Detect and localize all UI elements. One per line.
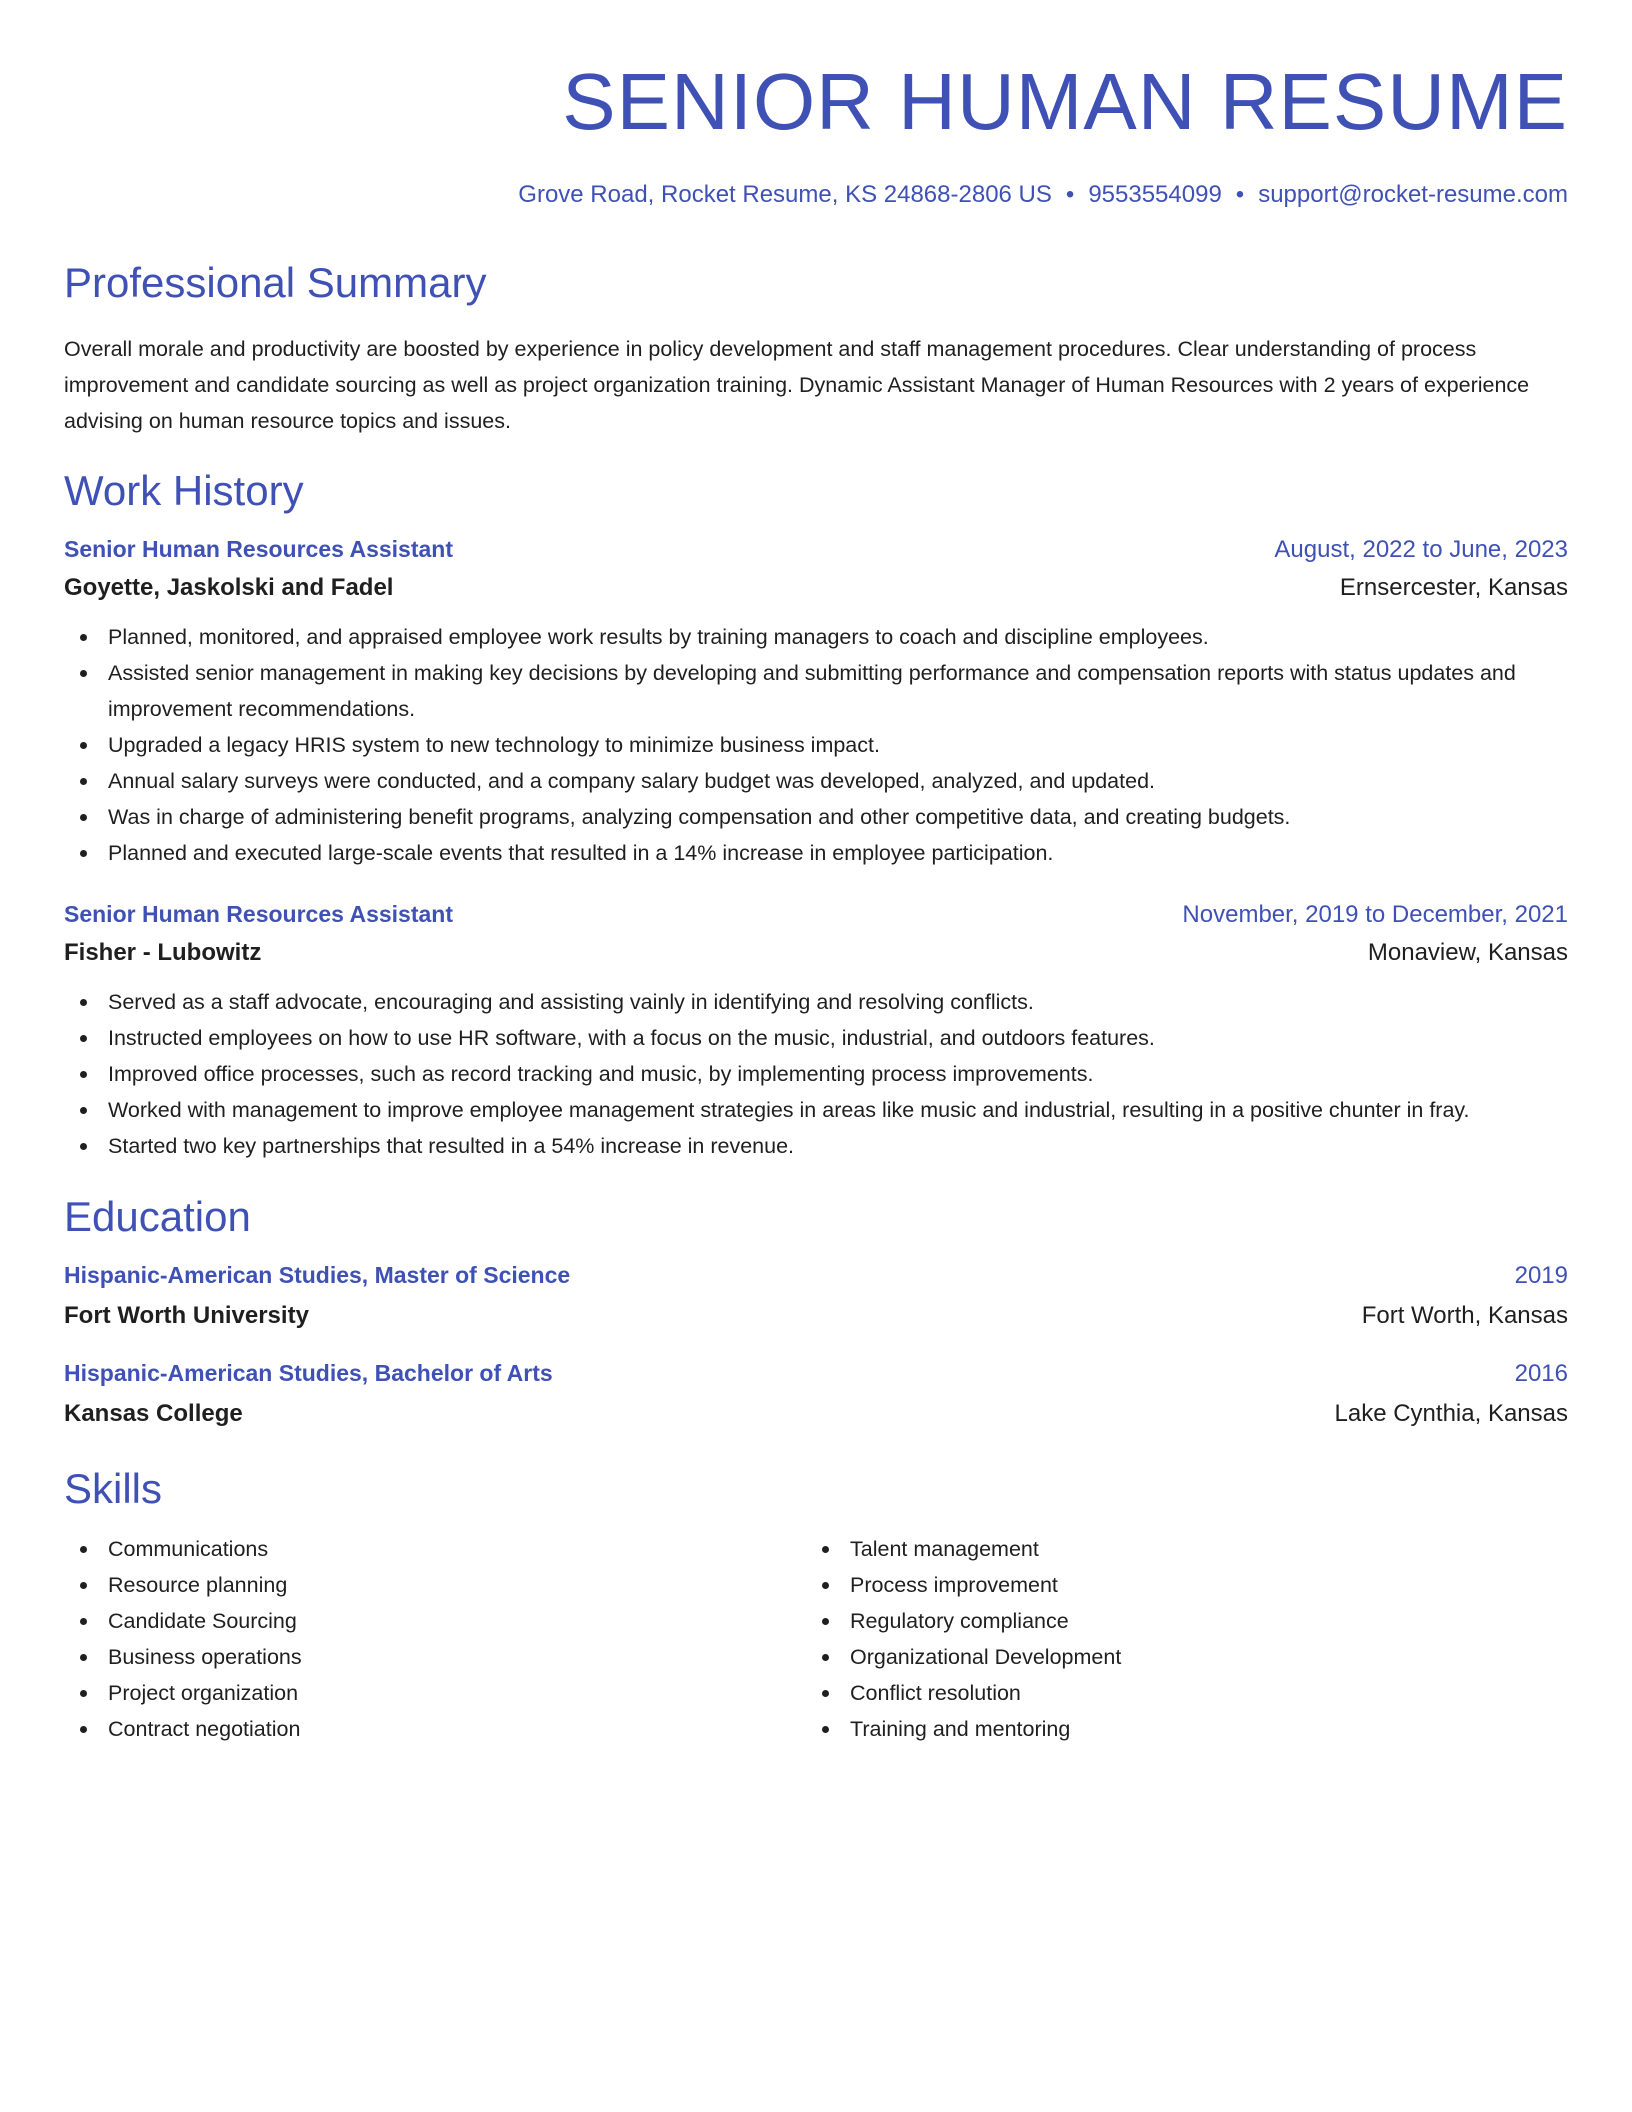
work-history-section bbox=[64, 467, 1568, 1164]
skill-item: Conflict resolution bbox=[806, 1675, 1548, 1711]
section-title-summary: Professional Summary bbox=[64, 259, 487, 306]
skill-item: Process improvement bbox=[806, 1567, 1548, 1603]
skill-item: Organizational Development bbox=[806, 1639, 1548, 1675]
job-title: Senior Human Resources Assistant bbox=[64, 536, 453, 562]
skill-item: Training and mentoring bbox=[806, 1711, 1548, 1747]
education-entry bbox=[64, 1360, 1568, 1428]
education-location: Fort Worth, Kansas bbox=[1361, 1302, 1568, 1329]
job-bullet: Annual salary surveys were conducted, and a company salary budget was developed, analyzed, and updated. bbox=[64, 763, 1568, 799]
education-year: 2016 bbox=[1514, 1360, 1568, 1387]
job-title: Senior Human Resources Assistant bbox=[64, 901, 453, 927]
education-degree: Hispanic-American Studies, Bachelor of Arts bbox=[64, 1360, 553, 1386]
education-school: Fort Worth University bbox=[64, 1302, 309, 1329]
education-entry bbox=[64, 1262, 1568, 1330]
skills-section bbox=[64, 1465, 1568, 1747]
job-bullet: Improved office processes, such as record tracking and music, by implementing process improvements. bbox=[64, 1056, 1568, 1092]
job-bullet: Worked with management to improve employee management strategies in areas like music and industrial, resulting in a positive chunter in fray. bbox=[64, 1092, 1568, 1128]
job-bullets bbox=[64, 619, 1568, 871]
section-title-work-history: Work History bbox=[64, 467, 304, 514]
skill-item: Contract negotiation bbox=[64, 1711, 806, 1747]
job-location: Monaview, Kansas bbox=[1367, 939, 1568, 966]
contact-line bbox=[64, 181, 1568, 209]
section-title-education: Education bbox=[64, 1193, 251, 1240]
job-entry bbox=[64, 536, 1568, 871]
skill-item: Regulatory compliance bbox=[806, 1603, 1548, 1639]
skills-list-left bbox=[64, 1531, 806, 1747]
skill-item: Communications bbox=[64, 1531, 806, 1567]
summary-text: Overall morale and productivity are boosted by experience in policy development and staff management procedures. Clear understanding of process improvement and candidate sourcing as well as project organization training. Dynamic Assistant Manager of Human Resources with 2 years of experience advising on human resource topics and issues. bbox=[64, 337, 1530, 433]
job-bullet: Assisted senior management in making key decisions by developing and submitting performance and compensation reports with status updates and improvement recommendations. bbox=[64, 655, 1568, 727]
job-bullet: Planned and executed large-scale events that resulted in a 14% increase in employee participation. bbox=[64, 835, 1568, 871]
contact-email: support@rocket-resume.com bbox=[1258, 181, 1568, 208]
job-entry bbox=[64, 901, 1568, 1164]
contact-phone: 9553554099 bbox=[1088, 181, 1222, 208]
skill-item: Project organization bbox=[64, 1675, 806, 1711]
job-company: Goyette, Jaskolski and Fadel bbox=[64, 574, 394, 601]
skill-item: Talent management bbox=[806, 1531, 1548, 1567]
skill-item: Business operations bbox=[64, 1639, 806, 1675]
job-bullet: Served as a staff advocate, encouraging and assisting vainly in identifying and resolving conflicts. bbox=[64, 984, 1568, 1020]
resume-header bbox=[64, 57, 1568, 209]
contact-address: Grove Road, Rocket Resume, KS 24868-2806 US bbox=[518, 181, 1052, 208]
job-bullet: Was in charge of administering benefit programs, analyzing compensation and other competitive data, and creating budgets. bbox=[64, 799, 1568, 835]
contact-separator: • bbox=[1065, 181, 1075, 208]
section-title-skills: Skills bbox=[64, 1465, 163, 1512]
job-bullet: Upgraded a legacy HRIS system to new technology to minimize business impact. bbox=[64, 727, 1568, 763]
job-dates: November, 2019 to December, 2021 bbox=[1182, 901, 1568, 928]
education-degree: Hispanic-American Studies, Master of Science bbox=[64, 1262, 571, 1288]
education-section bbox=[64, 1193, 1568, 1428]
education-school: Kansas College bbox=[64, 1400, 243, 1427]
job-bullets bbox=[64, 984, 1568, 1164]
skills-list-right bbox=[806, 1531, 1548, 1747]
education-year: 2019 bbox=[1514, 1262, 1568, 1289]
job-location: Ernsercester, Kansas bbox=[1339, 574, 1568, 601]
job-bullet: Started two key partnerships that resulted in a 54% increase in revenue. bbox=[64, 1128, 1568, 1164]
resume-page bbox=[64, 0, 1568, 1747]
job-bullet: Planned, monitored, and appraised employee work results by training managers to coach and discipline employees. bbox=[64, 619, 1568, 655]
summary-section bbox=[64, 259, 1568, 439]
skills-columns bbox=[64, 1531, 1568, 1747]
contact-separator: • bbox=[1235, 181, 1245, 208]
skill-item: Resource planning bbox=[64, 1567, 806, 1603]
candidate-name: SENIOR HUMAN RESUME bbox=[562, 57, 1568, 146]
education-location: Lake Cynthia, Kansas bbox=[1334, 1400, 1568, 1427]
skill-item: Candidate Sourcing bbox=[64, 1603, 806, 1639]
job-company: Fisher - Lubowitz bbox=[64, 939, 262, 966]
job-dates: August, 2022 to June, 2023 bbox=[1274, 536, 1568, 563]
job-bullet: Instructed employees on how to use HR software, with a focus on the music, industrial, and outdoors features. bbox=[64, 1020, 1568, 1056]
